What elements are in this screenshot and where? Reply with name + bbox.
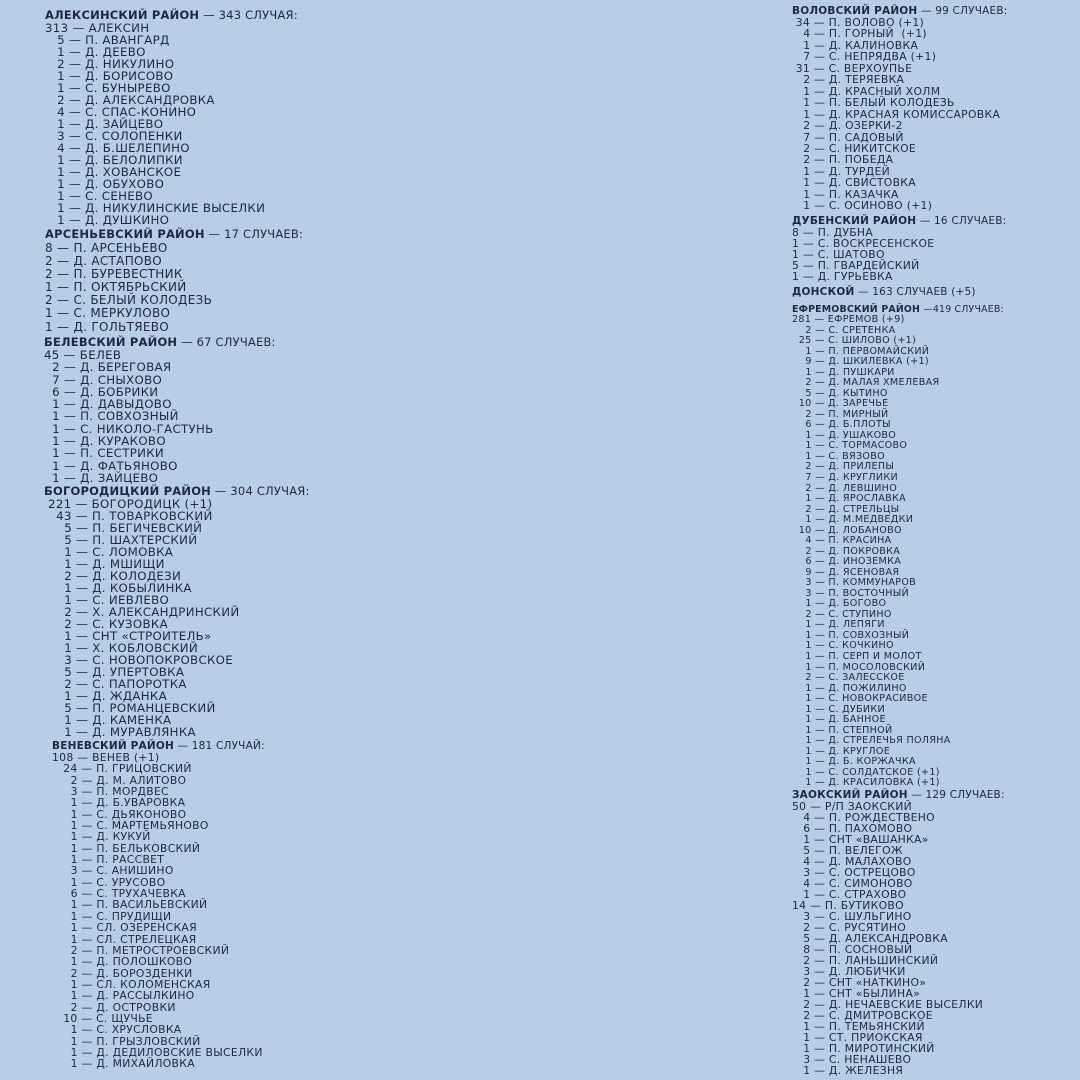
locality-line: 1 — Д. ЗАЙЦЕВО xyxy=(44,470,159,485)
locality-line: 3 — П. МОРДВЕС xyxy=(52,785,169,799)
locality-line: 1 — Д. КУКУЙ xyxy=(52,830,151,844)
locality-line: 1 — С. ЛОМОВКА xyxy=(44,545,174,559)
district-name: ЕФРЕМОВСКИЙ РАЙОН xyxy=(792,304,921,315)
locality-line: 1 — Д. БАННОЕ xyxy=(792,714,886,726)
locality-line: 1 — Д. КРАСИЛОВКА (+1) xyxy=(792,777,940,789)
locality-line: 1 — П. ОКТЯБРЬСКИЙ xyxy=(45,280,187,295)
locality-line: 1 — С. БУНЫРЕВО xyxy=(45,81,171,95)
locality-line: 4 — С. СПАС-КОНИНО xyxy=(45,105,197,119)
locality-line: 2 — Д. НИКУЛИНО xyxy=(45,57,175,71)
locality-line: 5 — Д. АЛЕКСАНДРОВКА xyxy=(792,932,948,945)
locality-line: 1 — Д. ДУШКИНО xyxy=(45,213,170,227)
locality-line: 1 — П. РАССВЕТ xyxy=(52,853,165,867)
locality-line: 3 — С. НЕНАШЕВО xyxy=(792,1053,912,1066)
locality-line: 1 — СЛ. КОЛОМЕНСКАЯ xyxy=(52,977,211,991)
locality-line: 2 — С. ПАПОРОТКА xyxy=(44,677,187,691)
locality-line: 1 — Д. КАЛИНОВКА xyxy=(792,38,919,52)
locality-line: 45 — БЕЛЕВ xyxy=(44,348,122,362)
locality-line: 1 — С. ПРУДИЩИ xyxy=(52,909,172,923)
locality-line: 6 — П. ПАХОМОВО xyxy=(792,822,913,835)
district-block-dubensky xyxy=(792,215,1006,282)
locality-line: 1 — Д. МШИЩИ xyxy=(44,557,165,571)
locality-line: 2 — Д. ПРИЛЕПЫ xyxy=(792,461,895,473)
locality-line: 1 — СТ. ПРИОКСКАЯ xyxy=(792,1031,923,1044)
locality-line: 2 — Х. АЛЕКСАНДРИНСКИЙ xyxy=(44,605,240,619)
locality-line: 7 — Д. КРУГЛИКИ xyxy=(792,471,898,483)
locality-line: 5 — П. РОМАНЦЕВСКИЙ xyxy=(44,701,216,715)
locality-line: 4 — П. КРАСИНА xyxy=(792,535,892,547)
locality-line: 2 — Д. НЕЧАЕВСКИЕ ВЫСЕЛКИ xyxy=(792,998,984,1011)
locality-line: 2 — Д. АЛЕКСАНДРОВКА xyxy=(45,93,215,107)
locality-line: 43 — П. ТОВАРКОВСКИЙ xyxy=(44,509,213,523)
locality-line: 221 — БОГОРОДИЦК (+1) xyxy=(44,497,213,511)
locality-line: 3 — С. СОЛОПЕНКИ xyxy=(45,129,183,143)
locality-line: 8 — П. СОСНОВЫЙ xyxy=(792,943,913,956)
locality-line: 3 — С. ОСТРЕЦОВО xyxy=(792,866,916,879)
locality-line: 1 — П. СОВХОЗНЫЙ xyxy=(792,629,910,641)
locality-line: 1 — Д. НИКУЛИНСКИЕ ВЫСЕЛКИ xyxy=(45,201,266,215)
locality-line: 1 — СНТ «БЫЛИНА» xyxy=(792,987,921,1000)
locality-line: 1 — С. ШАТОВО xyxy=(792,248,885,261)
locality-line: 1 — С. МАРТЕМЬЯНОВО xyxy=(52,819,209,833)
locality-line: 10 — С. ЩУЧЬЕ xyxy=(52,1011,153,1025)
locality-line: 2 — Д. СТРЕЛЬЦЫ xyxy=(792,503,900,515)
locality-line: 1 — Д. Б. КОРЖАЧКА xyxy=(792,756,916,768)
locality-line: 1 — Д. КОБЫЛИНКА xyxy=(44,581,192,595)
locality-line: 1 — Д. ДЕЕВО xyxy=(45,45,146,59)
locality-line: 31 — С. ВЕРХОУПЬЕ xyxy=(792,61,913,75)
locality-line: 1 — Д. ЛЕПЯГИ xyxy=(792,619,885,631)
district-block-belevsky xyxy=(44,335,276,484)
district-name: ЗАОКСКИЙ РАЙОН xyxy=(792,789,908,801)
locality-line: 2 — Д. ПОКРОВКА xyxy=(792,545,901,557)
locality-line: 10 — Д. ЛОБАНОВО xyxy=(792,524,902,536)
locality-line: 1 — Д. ПОЖИЛИНО xyxy=(792,682,907,694)
locality-line: 2 — С. НИКИТСКОЕ xyxy=(792,141,916,155)
locality-line: 1 — Д. БОГОВО xyxy=(792,598,887,610)
locality-line: 1 — П. МИРОТИНСКИЙ xyxy=(792,1042,935,1055)
locality-line: 2 — С. КУЗОВКА xyxy=(44,617,168,631)
locality-line: 2 — С. СТУПИНО xyxy=(792,608,892,620)
locality-line: 1 — Д. СВИСТОВКА xyxy=(792,176,916,190)
district-header xyxy=(44,484,310,498)
locality-line: 1 — П. СЕСТРИКИ xyxy=(44,446,165,461)
locality-line: 1 — П. БЕЛЫЙ КОЛОДЕЗЬ xyxy=(792,96,955,110)
locality-line: 5 — П. ГВАРДЕЙСКИЙ xyxy=(792,259,920,272)
locality-line: 2 — Д. АСТАПОВО xyxy=(45,254,163,269)
locality-line: 1 — Д. ОБУХОВО xyxy=(45,177,165,191)
district-block-venevsky xyxy=(52,740,265,1070)
locality-line: 1 — С. УРУСОВО xyxy=(52,875,166,889)
locality-line: 2 — С. РУСЯТИНО xyxy=(792,921,907,934)
locality-line: 10 — Д. ЗАРЕЧЬЕ xyxy=(792,398,889,410)
locality-line: 2 — Д. ЛЕВШИНО xyxy=(792,482,898,494)
locality-line: 3 — П. КОММУНАРОВ xyxy=(792,577,917,589)
locality-line: 24 — П. ГРИЦОВСКИЙ xyxy=(52,762,192,776)
locality-line: 1 — П. МОСОЛОВСКИЙ xyxy=(792,661,926,673)
locality-line: 1 — Д. ЖДАНКА xyxy=(44,689,167,703)
locality-line: 1 — Д. М.МЕДВЕДКИ xyxy=(792,514,914,526)
locality-line: 3 — П. ВОСТОЧНЫЙ xyxy=(792,587,909,599)
district-total: — 16 СЛУЧАЕВ: xyxy=(919,215,1007,227)
locality-line: 1 — Д. МУРАВЛЯНКА xyxy=(44,725,196,739)
locality-line: 1 — П. СТЕПНОЙ xyxy=(792,724,893,736)
locality-line: 1 — Д. СТРЕЛЕЧЬЯ ПОЛЯНА xyxy=(792,735,951,747)
locality-line: 1 — С. ТОРМАСОВО xyxy=(792,440,908,452)
district-block-efremovsky xyxy=(792,304,1004,789)
locality-line: 2 — С. ЗАЛЕССКОЕ xyxy=(792,672,905,684)
district-block-bogoroditsky xyxy=(44,484,310,738)
locality-line: 1 — Д. ХОВАНСКОЕ xyxy=(45,165,182,179)
locality-line: 3 — С. ШУЛЬГИНО xyxy=(792,910,912,923)
district-total: — 67 СЛУЧАЕВ: xyxy=(181,335,276,349)
locality-line: 4 — П. РОЖДЕСТВЕНО xyxy=(792,811,935,824)
locality-line: 25 — С. ШИЛОВО (+1) xyxy=(792,335,917,347)
locality-line: 3 — С. АНИШИНО xyxy=(52,864,174,878)
locality-line: 1 — С. ОСИНОВО (+1) xyxy=(792,199,933,213)
locality-line: 2 — П. ЛАНЬШИНСКИЙ xyxy=(792,954,939,967)
locality-line: 1 — С. ДУБИКИ xyxy=(792,703,885,715)
locality-line: 5 — П. ШАХТЕРСКИЙ xyxy=(44,533,198,547)
locality-line: 1 — С. ИЕВЛЕВО xyxy=(44,593,170,607)
locality-line: 7 — Д. СНЫХОВО xyxy=(44,372,163,387)
locality-line: 2 — Д. ОСТРОВКИ xyxy=(52,1000,176,1014)
district-block-volovsky xyxy=(792,5,1008,212)
district-name: БОГОРОДИЦКИЙ РАЙОН xyxy=(44,484,211,498)
district-name: ДУБЕНСКИЙ РАЙОН xyxy=(792,215,917,227)
locality-line: 1 — С. НИКОЛО-ГАСТУНЬ xyxy=(44,421,214,436)
locality-line: 2 — Д. КОЛОДЕЗИ xyxy=(44,569,182,583)
locality-line: 1 — Д. УШАКОВО xyxy=(792,429,897,441)
locality-line: 2 — С. БЕЛЫЙ КОЛОДЕЗЬ xyxy=(45,293,213,308)
district-name: АРСЕНЬЕВСКИЙ РАЙОН xyxy=(45,227,205,241)
locality-line: 1 — Д. КРАСНЫЙ ХОЛМ xyxy=(792,84,941,98)
locality-line: 1 — Д. КРАСНАЯ КОМИССАРОВКА xyxy=(792,107,1001,121)
district-header xyxy=(45,227,303,242)
locality-line: 6 — Д. БОБРИКИ xyxy=(44,384,159,399)
locality-line: 50 — Р/П ЗАОКСКИЙ xyxy=(792,800,913,813)
district-total: — 17 СЛУЧАЕВ: xyxy=(208,227,304,241)
locality-line: 6 — Д. ИНОЗЕМКА xyxy=(792,556,902,568)
locality-line: 1 — СЛ. ОЗЕРЕНСКАЯ xyxy=(52,921,197,935)
locality-line: 3 — С. НОВОПОКРОВСКОЕ xyxy=(44,653,233,667)
district-total: — 343 СЛУЧАЯ: xyxy=(203,8,298,22)
district-block-donskoy xyxy=(792,286,976,298)
locality-line: 2 — Д. М. АЛИТОВО xyxy=(52,773,187,787)
district-block-arsenyevsky xyxy=(45,227,303,334)
locality-line: 14 — П. БУТИКОВО xyxy=(792,899,904,912)
locality-line: 2 — С. ДМИТРОВСКОЕ xyxy=(792,1009,933,1022)
locality-line: 1 — Д. МИХАЙЛОВКА xyxy=(52,1057,195,1071)
locality-line: 281 — ЕФРЕМОВ (+9) xyxy=(792,314,905,325)
locality-line: 9 — Д. ЯСЕНОВАЯ xyxy=(792,566,900,578)
locality-line: 3 — Д. ЛЮБИЧКИ xyxy=(792,965,906,978)
locality-line: 1 — С. НОВОКРАСИВОЕ xyxy=(792,693,928,705)
locality-line: 1 — Д. ФАТЬЯНОВО xyxy=(44,458,178,473)
locality-line: 1 — П. ВАСИЛЬЕВСКИЙ xyxy=(52,898,208,912)
locality-line: 1 — Д. БЕЛОЛИПКИ xyxy=(45,153,183,167)
locality-line: 2 — Д. ТЕРЯЕВКА xyxy=(792,73,905,87)
locality-line: 1 — Д. Б.УВАРОВКА xyxy=(52,796,186,810)
locality-line: 4 — П. ГОРНЫЙ (+1) xyxy=(792,27,927,41)
district-block-zaoksky xyxy=(792,789,1005,1076)
locality-line: 108 — ВЕНЕВ (+1) xyxy=(52,751,160,764)
locality-line: 1 — Д. ПОЛОШКОВО xyxy=(52,955,193,969)
locality-line: 5 — П. БЕГИЧЕВСКИЙ xyxy=(44,521,203,535)
district-total: — 163 СЛУЧАЕВ (+5) xyxy=(858,286,976,298)
locality-line: 6 — С. ТРУХАЧЕВКА xyxy=(52,887,186,901)
district-name: АЛЕКСИНСКИЙ РАЙОН xyxy=(45,8,200,22)
locality-line: 8 — П. АРСЕНЬЕВО xyxy=(45,241,168,255)
locality-line: 2 — П. МЕТРОСТРОЕВСКИЙ xyxy=(52,943,230,957)
locality-line: 2 — СНТ «НАТКИНО» xyxy=(792,976,927,989)
locality-line: 2 — П. МИРНЫЙ xyxy=(792,408,889,420)
district-total: —419 СЛУЧАЕВ: xyxy=(923,304,1004,315)
locality-line: 1 — С. КОЧКИНО xyxy=(792,640,894,652)
locality-line: 2 — П. ПОБЕДА xyxy=(792,153,894,167)
locality-line: 6 — Д. Б.ПЛОТЫ xyxy=(792,419,891,431)
district-name: ДОНСКОЙ xyxy=(792,286,855,298)
locality-line: 34 — П. ВОЛОВО (+1) xyxy=(792,16,925,29)
district-header xyxy=(44,335,276,349)
locality-line: 1 — С. ХРУСЛОВКА xyxy=(52,1023,182,1037)
locality-line: 1 — Д. КУРАКОВО xyxy=(44,434,166,449)
locality-line: 1 — С. ДЬЯКОНОВО xyxy=(52,807,187,821)
district-total: — 181 СЛУЧАЙ: xyxy=(177,740,265,752)
locality-line: 1 — Д. ЖЕЛЕЗНЯ xyxy=(792,1064,904,1077)
locality-line: 1 — С. ВОСКРЕСЕНСКОЕ xyxy=(792,237,935,250)
locality-line: 1 — Д. ГУРЬЕВКА xyxy=(792,270,893,283)
district-total: — 129 СЛУЧАЕВ: xyxy=(911,789,1005,801)
district-name: БЕЛЕВСКИЙ РАЙОН xyxy=(44,335,178,349)
locality-line: 7 — П. САДОВЫЙ xyxy=(792,130,904,144)
locality-line: 9 — Д. ШКИЛЕВКА (+1) xyxy=(792,356,929,368)
district-header xyxy=(792,286,976,298)
locality-line: 1 — Д. ГОЛЬТЯЕВО xyxy=(45,319,170,334)
locality-line: 4 — Д. Б.ШЕЛЕПИНО xyxy=(45,141,190,155)
locality-line: 2 — П. БУРЕВЕСТНИК xyxy=(45,267,183,282)
locality-line: 1 — П. ПЕРВОМАЙСКИЙ xyxy=(792,345,930,357)
locality-line: 5 — Д. УПЕРТОВКА xyxy=(44,665,185,679)
locality-line: 1 — П. БЕЛЬКОВСКИЙ xyxy=(52,841,201,855)
locality-line: 5 — П. ВЕЛЕГОЖ xyxy=(792,844,903,857)
locality-line: 7 — С. НЕПРЯДВА (+1) xyxy=(792,50,937,64)
locality-line: 1 — Д. ПУШКАРИ xyxy=(792,366,895,378)
locality-line: 1 — П. СЕРП И МОЛОТ xyxy=(792,651,922,662)
locality-line: 2 — Д. БОРОЗДЕНКИ xyxy=(52,966,193,980)
locality-line: 1 — Д. КАМЕНКА xyxy=(44,713,172,727)
locality-line: 2 — С. СРЕТЕНКА xyxy=(792,324,896,336)
locality-line: 2 — Д. МАЛАЯ ХМЕЛЕВАЯ xyxy=(792,377,940,389)
locality-line: 1 — СНТ «СТРОИТЕЛЬ» xyxy=(44,629,212,643)
locality-line: 1 — Д. ДЕДИЛОВСКИЕ ВЫСЕЛКИ xyxy=(52,1045,263,1059)
district-block-aleksinsky xyxy=(45,8,298,226)
locality-line: 4 — Д. МАЛАХОВО xyxy=(792,855,912,868)
locality-line: 1 — Д. РАССЫЛКИНО xyxy=(52,989,195,1003)
locality-line: 5 — Д. КЫТИНО xyxy=(792,387,888,399)
locality-line: 1 — Д. БОРИСОВО xyxy=(45,69,174,83)
locality-line: 1 — Д. ЗАЙЦЕВО xyxy=(45,117,164,131)
locality-line: 1 — П. СОВХОЗНЫЙ xyxy=(44,409,179,424)
locality-line: 1 — Д. ТУРДЕЙ xyxy=(792,164,890,178)
locality-line: 1 — СЛ. СТРЕЛЕЦКАЯ xyxy=(52,932,197,946)
locality-line: 1 — П. ТЕМЬЯНСКИЙ xyxy=(792,1020,925,1033)
locality-line: 1 — С. МЕРКУЛОВО xyxy=(45,306,171,321)
locality-line: 1 — Д. ДАВЫДОВО xyxy=(44,397,172,412)
locality-line: 8 — П. ДУБНА xyxy=(792,226,874,239)
locality-line: 5 — П. АВАНГАРД xyxy=(45,33,170,47)
district-header xyxy=(45,8,298,22)
locality-line: 2 — Д. БЕРЕГОВАЯ xyxy=(44,360,172,375)
district-total: — 304 СЛУЧАЯ: xyxy=(214,484,310,498)
locality-line: 1 — П. ГРЫЗЛОВСКИЙ xyxy=(52,1034,201,1048)
district-name: ВОЛОВСКИЙ РАЙОН xyxy=(792,5,918,17)
locality-line: 1 — П. КАЗАЧКА xyxy=(792,187,899,201)
locality-line: 1 — С. ВЯЗОВО xyxy=(792,450,885,462)
locality-line: 1 — С. СЕНЕВО xyxy=(45,189,153,203)
locality-line: 1 — Д. ЯРОСЛАВКА xyxy=(792,493,907,505)
locality-line: 2 — Д. ОЗЕРКИ-2 xyxy=(792,119,903,133)
locality-line: 1 — СНТ «ВАШАНКА» xyxy=(792,833,929,846)
district-name: ВЕНЕВСКИЙ РАЙОН xyxy=(52,740,174,752)
locality-line: 313 — АЛЕКСИН xyxy=(45,21,150,35)
locality-line: 1 — С. СТРАХОВО xyxy=(792,888,907,901)
locality-line: 1 — Х. КОБЛОВСКИЙ xyxy=(44,641,198,655)
locality-line: 1 — С. СОЛДАТСКОЕ (+1) xyxy=(792,766,940,778)
locality-line: 1 — Д. КРУГЛОЕ xyxy=(792,745,891,757)
district-total: — 99 СЛУЧАЕВ: xyxy=(920,5,1008,17)
locality-line: 4 — С. СИМОНОВО xyxy=(792,877,913,890)
